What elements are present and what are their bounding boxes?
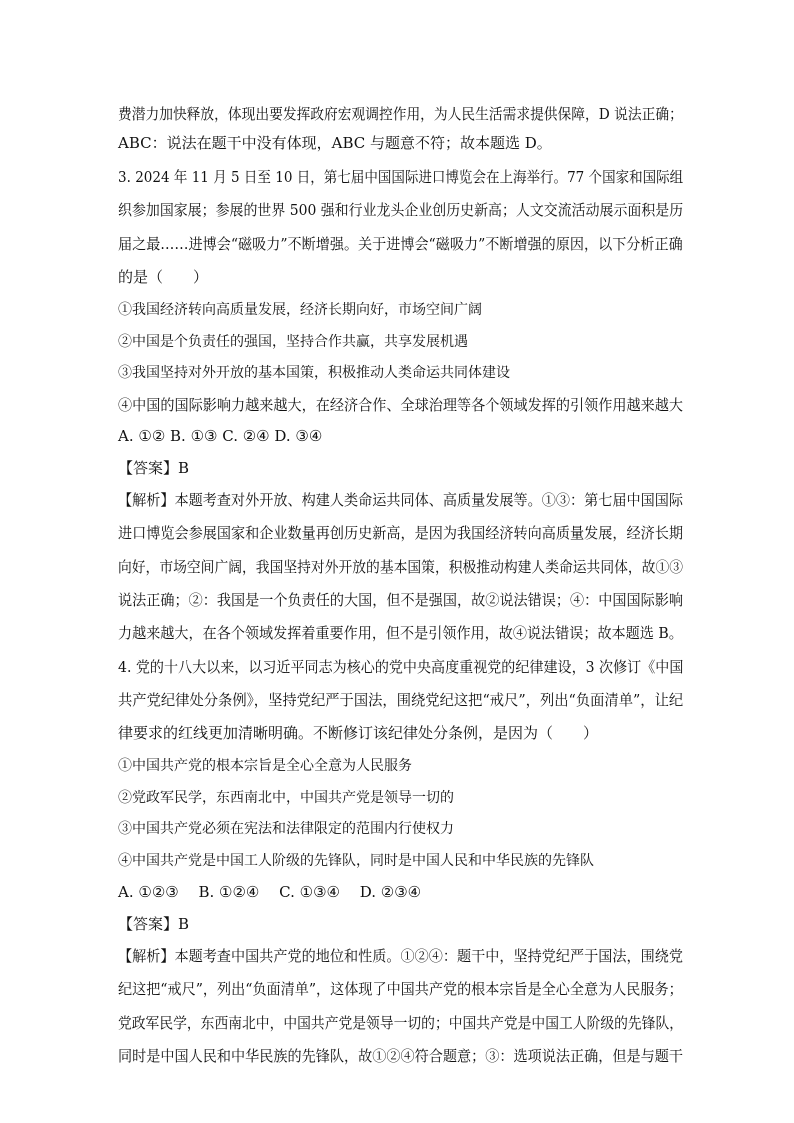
text-line: 进口博览会参展国家和企业数量再创历史新高，是因为我国经济转向高质量发展，经济长期 <box>118 524 684 542</box>
text-line: 共产党纪律处分条例》，坚持党纪严于国法，围绕党纪这把“戒尺”，列出“负面清单”，让纪 <box>118 691 684 709</box>
question-4-stem: 4. 党的十八大以来，以习近平同志为核心的党中央高度重视党的纪律建设，3 次修订《中国 <box>118 658 684 676</box>
text-line: 的是（ ） <box>118 268 209 286</box>
text-line: 费潜力加快释放，体现出要发挥政府宏观调控作用，为人民生活需求提供保障，D 说法正确； <box>118 105 683 123</box>
statement-1: ①我国经济转向高质量发展，经济长期向好，市场空间广阔 <box>118 302 482 318</box>
analysis-text: 【解析】本题考查对外开放、构建人类命运共同体、高质量发展等。①③：第七届中国国际 <box>118 491 684 509</box>
text-line: 同时是中国人民和中华民族的先锋队，故①②④符合题意；③：选项说法正确，但是与题干 <box>118 1047 684 1065</box>
text-line: 向好，市场空间广阔，我国坚持对外开放的基本国策，积极推动构建人类命运共同体，故①③ <box>118 558 684 576</box>
text-line: 律要求的红线更加清晰明确。不断修订该纪律处分条例，是因为（ ） <box>118 724 599 742</box>
statement-2: ②中国是个负责任的强国，坚持合作共赢，共享发展机遇 <box>118 334 468 350</box>
text-line: 纪这把“戒尺”，列出“负面清单”，这体现了中国共产党的根本宗旨是全心全意为人民服务； <box>118 980 683 998</box>
answer-options: A. ①② B. ①③ C. ②④ D. ③④ <box>118 427 323 445</box>
answer-options: A. ①②③ B. ①②④ C. ①③④ D. ②③④ <box>118 883 422 901</box>
analysis-text: 【解析】本题考查中国共产党的地位和性质。①②④：题干中，坚持党纪严于国法，围绕党 <box>118 947 684 965</box>
answer-label: 【答案】B <box>118 459 190 477</box>
question-3-stem: 3. 2024 年 11 月 5 日至 10 日，第七届中国国际进口博览会在上海举行。77 个国家和国际组 <box>118 168 684 186</box>
statement-3: ③我国坚持对外开放的基本国策，积极推动人类命运共同体建设 <box>118 365 510 381</box>
text-line: 说法正确；②：我国是一个负责任的大国，但不是强国，故②说法错误；④：中国国际影响 <box>118 591 684 609</box>
text-line: 力越来越大，在各个领域发挥着重要作用，但不是引领作用，故④说法错误；故本题选 B。 <box>118 624 683 642</box>
text-line: ABC：说法在题干中没有体现，ABC 与题意不符；故本题选 D。 <box>118 134 552 152</box>
statement-1: ①中国共产党的根本宗旨是全心全意为人民服务 <box>118 758 412 774</box>
answer-label: 【答案】B <box>118 915 190 933</box>
text-line: 织参加国家展；参展的世界 500 强和行业龙头企业创历史新高；人文交流活动展示面积是历 <box>118 201 684 219</box>
text-line: 届之最……进博会“磁吸力”不断增强。关于进博会“磁吸力”不断增强的原因，以下分析正确 <box>118 235 683 253</box>
statement-4: ④中国共产党是中国工人阶级的先锋队，同时是中国人民和中华民族的先锋队 <box>118 853 594 869</box>
statement-3: ③中国共产党必须在宪法和法律限定的范围内行使权力 <box>118 821 454 837</box>
statement-2: ②党政军民学，东西南北中，中国共产党是领导一切的 <box>118 790 454 806</box>
statement-4: ④中国的国际影响力越来越大，在经济合作、全球治理等各个领域发挥的引领作用越来越大 <box>118 396 684 414</box>
text-line: 党政军民学，东西南北中，中国共产党是领导一切的；中国共产党是中国工人阶级的先锋队， <box>118 1014 684 1032</box>
